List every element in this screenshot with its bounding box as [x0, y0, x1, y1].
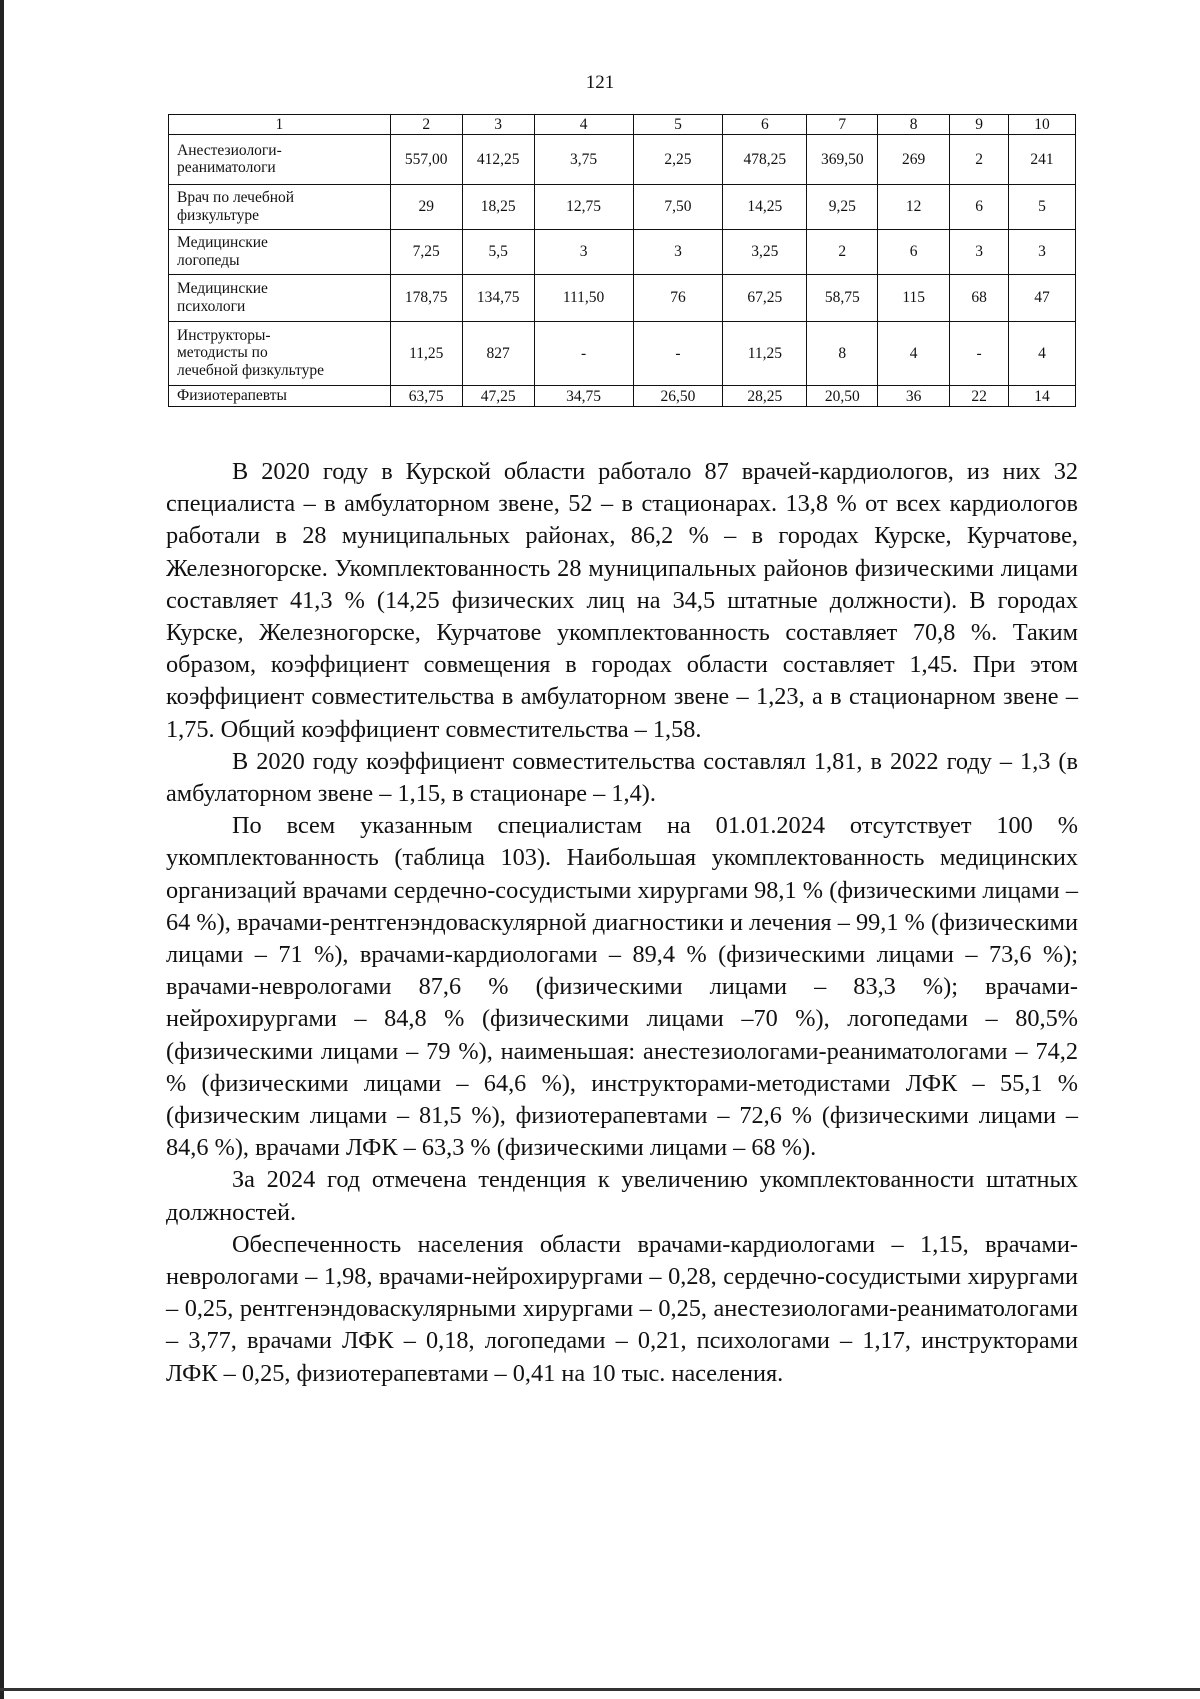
row-label [169, 275, 391, 322]
row-label [169, 135, 391, 185]
table-cell: 14,25 [723, 185, 807, 230]
table-cell: 14 [1009, 386, 1076, 407]
paragraph: Обеспеченность населения области врачами-кардиологами – 1,15, врачами-неврологами – 1,98, врачами-нейрохирургами – 0,28, сердечно-сосудистыми хирургами – 0,25, рентгенэндоваскулярными хирургами – 0,25, анестезиологами-реаниматологами – 3,77, врачами ЛФК – 0,18, логопедами – 0,21, психологами – 1,17, инструкторами ЛФК – 0,25, физиотерапевтами – 0,41 на 10 тыс. населения. [166, 1230, 1078, 1387]
table-cell: 115 [878, 275, 950, 322]
table-cell: 67,25 [723, 275, 807, 322]
row-label-line: Анестезиологи- [177, 141, 282, 159]
table-cell: 111,50 [534, 275, 633, 322]
paragraph: По всем указанным специалистам на 01.01.2024 отсутствует 100 % укомплектованность (таблица 103). Наибольшая укомплектованность медицинских организаций врачами сердечно-сосудистыми хирургами 98,1 % (физическими лицами – 64 %), врачами-рентгенэндоваскулярной диагностики и лечения – 99,1 % (физическими лицами – 71 %), врачами-кардиологами – 89,4 % (физическими лицами – 73,6 %); врачами-неврологами 87,6 % (физическими лицами – 83,3 %); врачами-нейрохирургами – 84,8 % (физическими лицами –70 %), логопедами – 80,5% (физическими лицами – 79 %), наименьшая: анестезиологами-реаниматологами – 74,2 % (физическими лицами – 64,6 %), инструкторами-методистами ЛФК – 55,1 % (физическим лицами – 81,5 %), физиотерапевтами – 72,6 % (физическими лицами – 84,6 %), врачами ЛФК – 63,3 % (физическими лицами – 68 %). [166, 812, 1078, 1162]
row-label-line: физкультуре [177, 206, 260, 224]
table-cell: 47,25 [462, 386, 534, 407]
table-cell: 3,25 [723, 230, 807, 275]
table-row [169, 185, 1076, 230]
table-cell: 11,25 [390, 322, 462, 386]
page-number: 121 [585, 72, 615, 93]
column-header: 8 [878, 115, 950, 135]
table-cell: 134,75 [462, 275, 534, 322]
row-label-line: Инструкторы- [177, 326, 271, 344]
table-cell: 8 [807, 322, 878, 386]
row-label-line: реаниматологи [177, 159, 276, 176]
table-cell: 5,5 [462, 230, 534, 275]
row-label-line: Медицинские [177, 280, 268, 298]
column-header: 1 [169, 115, 391, 135]
table-cell: 22 [950, 386, 1009, 407]
body-text [166, 456, 1078, 1390]
table-cell: 68 [950, 275, 1009, 322]
table-row [169, 322, 1076, 386]
table-cell: 47 [1009, 275, 1076, 322]
table-cell: 412,25 [462, 135, 534, 185]
table-cell: 20,50 [807, 386, 878, 407]
table-cell: 2,25 [633, 135, 723, 185]
table-cell: 3 [534, 230, 633, 275]
row-label [169, 185, 391, 230]
table-cell: - [950, 322, 1009, 386]
table-cell: 369,50 [807, 135, 878, 185]
table-cell: 76 [633, 275, 723, 322]
table-cell: 178,75 [390, 275, 462, 322]
row-label [169, 322, 391, 386]
row-label-line: методисты по [177, 344, 268, 362]
column-header: 7 [807, 115, 878, 135]
row-label [169, 386, 391, 407]
table-cell: 4 [1009, 322, 1076, 386]
table-cell: 557,00 [390, 135, 462, 185]
table-cell: 6 [950, 185, 1009, 230]
row-label-line: Врач по лечебной [177, 189, 295, 207]
table-cell: 3 [1009, 230, 1076, 275]
table-cell: 34,75 [534, 386, 633, 407]
row-label [169, 230, 391, 275]
table-cell: 6 [878, 230, 950, 275]
table-header-row [169, 115, 1076, 135]
column-header: 5 [633, 115, 723, 135]
table-cell: 478,25 [723, 135, 807, 185]
table-cell: 2 [807, 230, 878, 275]
table-cell: 3 [633, 230, 723, 275]
table-cell: 36 [878, 386, 950, 407]
row-label-line: психологи [177, 297, 246, 315]
table-cell: 4 [878, 322, 950, 386]
table-cell: 2 [950, 135, 1009, 185]
table-cell: 7,25 [390, 230, 462, 275]
table-cell: 12,75 [534, 185, 633, 230]
table-cell: - [534, 322, 633, 386]
table-cell: 5 [1009, 185, 1076, 230]
table-cell: 28,25 [723, 386, 807, 407]
paragraph: В 2020 году в Курской области работало 87 врачей-кардиологов, из них 32 специалиста – в амбулаторном звене, 52 – в стационарах. 13,8 % от всех кардиологов работали в 28 муниципальных районах, 86,2 % – в городах Курске, Курчатове, Железногорске. Укомплектованность 28 муниципальных районов физическими лицами составляет 41,3 % (14,25 физических лиц на 34,5 штатные должности). В городах Курске, Железногорске, Курчатове укомплектованность составляет 70,8 %. Таким образом, коэффициент совмещения в городах области составляет 1,45. При этом коэффициент совместительства в амбулаторном звене – 1,23, а в стационарном звене – 1,75. Общий коэффициент совместительства – 1,58. [166, 458, 1078, 743]
column-header: 2 [390, 115, 462, 135]
table-cell: 241 [1009, 135, 1076, 185]
row-label-line: логопеды [177, 251, 240, 269]
table-cell: 29 [390, 185, 462, 230]
row-label-line: Медицинские [177, 234, 268, 252]
table-row [169, 135, 1076, 185]
scan-bottom-edge [0, 1688, 1200, 1691]
column-header: 6 [723, 115, 807, 135]
column-header: 9 [950, 115, 1009, 135]
scan-left-edge [0, 0, 4, 1699]
table-cell: 58,75 [807, 275, 878, 322]
table-row [169, 230, 1076, 275]
table-cell: 26,50 [633, 386, 723, 407]
table-cell: 7,50 [633, 185, 723, 230]
table-cell: 3 [950, 230, 1009, 275]
table-cell: 9,25 [807, 185, 878, 230]
table-row [169, 386, 1076, 407]
table-cell: 827 [462, 322, 534, 386]
row-label-line: лечебной физкультуре [177, 361, 325, 379]
table-cell: 12 [878, 185, 950, 230]
column-header: 3 [462, 115, 534, 135]
table-cell: - [633, 322, 723, 386]
staffing-table [168, 114, 1076, 407]
table-cell: 63,75 [390, 386, 462, 407]
column-header: 4 [534, 115, 633, 135]
table-cell: 18,25 [462, 185, 534, 230]
table-cell: 3,75 [534, 135, 633, 185]
column-header: 10 [1009, 115, 1076, 135]
table-cell: 269 [878, 135, 950, 185]
row-label-line: Физиотерапевты [177, 387, 287, 404]
paragraph: За 2024 год отмечена тенденция к увеличению укомплектованности штатных должностей. [166, 1166, 1078, 1226]
table-cell: 11,25 [723, 322, 807, 386]
paragraph: В 2020 году коэффициент совместительства составлял 1,81, в 2022 году – 1,3 (в амбулаторном звене – 1,15, в стационаре – 1,4). [166, 747, 1078, 808]
table-row [169, 275, 1076, 322]
